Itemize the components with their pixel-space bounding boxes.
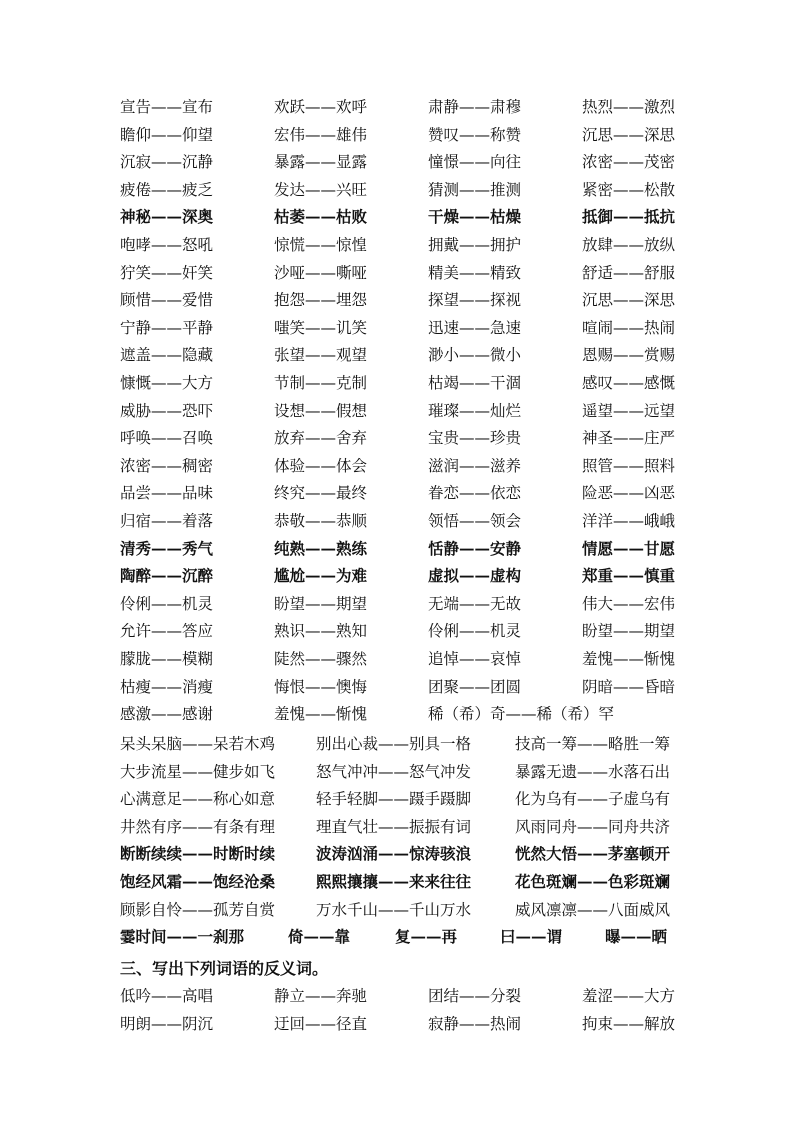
word-row [0, 369, 800, 397]
word-pair: 浓密——茂密 [582, 153, 676, 172]
word-pair: 暴露无遗——水落石出 [515, 762, 671, 781]
word-row [0, 286, 800, 314]
word-pair: 疲倦——疲乏 [120, 180, 214, 199]
word-pair: 盼望——期望 [274, 594, 368, 613]
word-pair: 明朗——阴沉 [120, 1014, 214, 1033]
word-pair: 别出心裁——别具一格 [316, 735, 472, 753]
word-row [0, 314, 800, 342]
word-pair: 设想——假想 [274, 401, 368, 420]
word-row [0, 617, 800, 645]
word-pair: 无端——无故 [428, 594, 522, 613]
word-pair: 体验——体会 [274, 456, 368, 475]
word-pair: 慷慨——大方 [120, 374, 214, 392]
word-pair: 宁静——平静 [120, 318, 214, 337]
word-pair: 断断续续——时断时续 [120, 844, 276, 864]
word-pair: 尴尬——为难 [274, 566, 368, 586]
word-pair: 浓密——稠密 [120, 456, 214, 475]
word-pair: 领悟——领会 [428, 512, 522, 530]
word-pair: 神圣——庄严 [582, 429, 676, 448]
word-pair: 允许——答应 [120, 622, 214, 641]
word-pair: 化为乌有——子虚乌有 [515, 790, 671, 809]
word-pair: 猜测——推测 [428, 180, 522, 199]
misc-pairs-row [0, 923, 800, 951]
word-pair: 陡然——骤然 [274, 650, 368, 668]
word-row [0, 1010, 800, 1038]
word-pair: 险恶——凶恶 [582, 484, 676, 503]
word-row [0, 535, 800, 563]
word-pair: 恬静——安静 [428, 538, 522, 558]
word-pair: 怒气冲冲——怒气冲发 [316, 762, 472, 781]
section-heading: 三、写出下列词语的反义词。 [120, 959, 329, 978]
misc-pair: 曰——谓 [500, 927, 563, 946]
word-pair: 张望——观望 [274, 346, 368, 365]
word-pair: 滋润——滋养 [428, 456, 522, 475]
word-pair: 拥戴——拥护 [428, 236, 522, 254]
word-pair: 枯瘦——消瘦 [120, 677, 214, 696]
word-pair: 伶俐——机灵 [120, 594, 214, 613]
word-pair: 朦胧——模糊 [120, 650, 214, 668]
word-pair: 低吟——高唱 [120, 987, 214, 1005]
word-pair: 枯萎——枯败 [274, 207, 368, 227]
word-pair: 放肆——放纵 [582, 236, 676, 254]
word-pair: 遥望——远望 [582, 401, 676, 420]
word-pair: 伟大——宏伟 [582, 594, 676, 613]
word-pair: 寂静——热闹 [428, 1014, 522, 1033]
word-row [0, 645, 800, 673]
word-row [0, 507, 800, 535]
word-pair: 沉思——深思 [582, 125, 676, 144]
word-pair: 拘束——解放 [582, 1014, 676, 1033]
word-pair: 悔恨——懊悔 [274, 677, 368, 696]
word-pair: 狞笑——奸笑 [120, 263, 214, 282]
word-row [0, 813, 800, 841]
word-pair: 理直气壮——振振有词 [316, 817, 472, 836]
word-pair: 花色斑斓——色彩斑斓 [515, 872, 671, 891]
word-pair: 感激——感谢 [120, 705, 214, 724]
word-pair: 惊慌——惊惶 [274, 236, 368, 254]
word-pair: 遮盖——隐藏 [120, 346, 214, 365]
word-pair: 憧憬——向往 [428, 153, 522, 172]
word-pair: 万水千山——千山万水 [316, 900, 472, 919]
misc-pair: 曝——晒 [605, 927, 668, 946]
word-pair: 渺小——微小 [428, 346, 522, 365]
word-row [0, 868, 800, 896]
word-row [0, 982, 800, 1010]
misc-pair: 倚——靠 [288, 927, 351, 946]
word-pair: 风雨同舟——同舟共济 [515, 817, 671, 836]
word-pair: 虚拟——虚构 [428, 566, 522, 586]
word-pair: 肃静——肃穆 [428, 98, 522, 116]
word-pair: 品尝——品味 [120, 484, 214, 503]
word-pair: 感叹——感慨 [582, 374, 676, 392]
word-pair: 恭敬——恭顺 [274, 512, 368, 530]
word-pair: 璀璨——灿烂 [428, 401, 522, 420]
word-pair: 恍然大悟——茅塞顿开 [515, 844, 671, 864]
word-pair: 追悼——哀悼 [428, 650, 522, 668]
word-pair: 波涛汹涌——惊涛骇浪 [316, 844, 472, 864]
word-pair: 干燥——枯燥 [428, 207, 522, 227]
word-pair: 恩赐——赏赐 [582, 346, 676, 365]
misc-pair: 霎时间——一刹那 [120, 927, 245, 946]
word-pair: 陶醉——沉醉 [120, 566, 214, 586]
word-pair: 热烈——激烈 [582, 98, 676, 116]
word-pair: 精美——精致 [428, 263, 522, 282]
word-pair: 情愿——甘愿 [582, 538, 676, 558]
misc-pair: 复——再 [395, 927, 458, 946]
word-row [0, 231, 800, 259]
word-pair: 呆头呆脑——呆若木鸡 [120, 735, 276, 753]
word-row [0, 896, 800, 924]
word-pair: 瞻仰——仰望 [120, 125, 214, 144]
word-pair: 轻手轻脚——蹑手蹑脚 [316, 790, 472, 809]
word-row [0, 700, 800, 728]
word-pair: 伶俐——机灵 [428, 622, 522, 641]
word-pair: 枯竭——干涸 [428, 374, 522, 392]
word-pair: 迅速——急速 [428, 318, 522, 337]
word-pair: 沉思——深思 [582, 291, 676, 310]
word-row [0, 397, 800, 425]
word-pair: 盼望——期望 [582, 622, 676, 641]
word-pair: 熟识——熟知 [274, 622, 368, 641]
word-pair: 终究——最终 [274, 484, 368, 503]
word-row [0, 590, 800, 618]
word-pair: 威风凛凛——八面威风 [515, 900, 671, 919]
word-pair: 照管——照料 [582, 456, 676, 475]
word-pair: 欢跃——欢呼 [274, 98, 368, 116]
word-row [0, 259, 800, 287]
word-pair: 技高一筹——略胜一筹 [515, 735, 671, 753]
word-pair: 顾惜——爱惜 [120, 291, 214, 310]
word-pair: 团聚——团圆 [428, 677, 522, 696]
word-row [0, 785, 800, 813]
word-pair: 咆哮——怒吼 [120, 236, 214, 254]
word-pair: 阴暗——昏暗 [582, 677, 676, 696]
word-pair: 暴露——显露 [274, 153, 368, 172]
word-pair: 威胁——恐吓 [120, 401, 214, 420]
word-row [0, 673, 800, 701]
word-pair: 井然有序——有条有理 [120, 817, 276, 836]
word-row [0, 121, 800, 149]
word-pair: 放弃——舍弃 [274, 429, 368, 448]
word-pair: 熙熙攘攘——来来往往 [316, 872, 472, 891]
word-row [0, 93, 800, 121]
word-pair: 顾影自怜——孤芳自赏 [120, 900, 276, 919]
word-pair: 节制——克制 [274, 374, 368, 392]
word-pair: 清秀——秀气 [120, 538, 214, 558]
word-pair: 舒适——舒服 [582, 263, 676, 282]
word-pair: 迂回——径直 [274, 1014, 368, 1033]
word-row [0, 176, 800, 204]
word-pair: 呼唤——召唤 [120, 429, 214, 448]
word-row [0, 562, 800, 590]
word-pair: 团结——分裂 [428, 987, 522, 1005]
word-row [0, 203, 800, 231]
word-pair: 归宿——着落 [120, 512, 214, 530]
word-pair: 羞愧——惭愧 [274, 705, 368, 724]
word-pair: 赞叹——称赞 [428, 125, 522, 144]
word-pair: 喧闹——热闹 [582, 318, 676, 337]
word-row [0, 341, 800, 369]
word-pair: 宣告——宣布 [120, 98, 214, 116]
word-row [0, 758, 800, 786]
word-pair: 洋洋——峨峨 [582, 512, 676, 530]
word-pair: 抱怨——埋怨 [274, 291, 368, 310]
word-pair: 羞愧——惭愧 [582, 650, 676, 668]
word-pair: 宝贵——珍贵 [428, 429, 522, 448]
word-pair: 饱经风霜——饱经沧桑 [120, 872, 276, 891]
word-pair: 探望——探视 [428, 291, 522, 310]
word-row [0, 424, 800, 452]
word-pair: 沉寂——沉静 [120, 153, 214, 172]
word-pair: 羞涩——大方 [582, 987, 676, 1005]
word-pair: 静立——奔驰 [274, 987, 368, 1005]
word-pair: 紧密——松散 [582, 180, 676, 199]
word-row [0, 452, 800, 480]
word-pair: 心满意足——称心如意 [120, 790, 276, 809]
word-pair: 纯熟——熟练 [274, 538, 368, 558]
word-pair: 抵御——抵抗 [582, 207, 676, 227]
word-row [0, 730, 800, 758]
word-pair: 发达——兴旺 [274, 180, 368, 199]
word-pair: 眷恋——依恋 [428, 484, 522, 503]
word-pair: 大步流星——健步如飞 [120, 762, 276, 781]
word-pair: 沙哑——嘶哑 [274, 263, 368, 282]
word-row [0, 840, 800, 868]
word-row [0, 479, 800, 507]
word-pair: 宏伟——雄伟 [274, 125, 368, 144]
word-row [0, 148, 800, 176]
word-pair: 嗤笑——讥笑 [274, 318, 368, 337]
word-pair: 郑重——慎重 [582, 566, 676, 586]
word-pair: 稀（希）奇——稀（希）罕 [428, 705, 615, 724]
word-pair: 神秘——深奥 [120, 207, 214, 227]
